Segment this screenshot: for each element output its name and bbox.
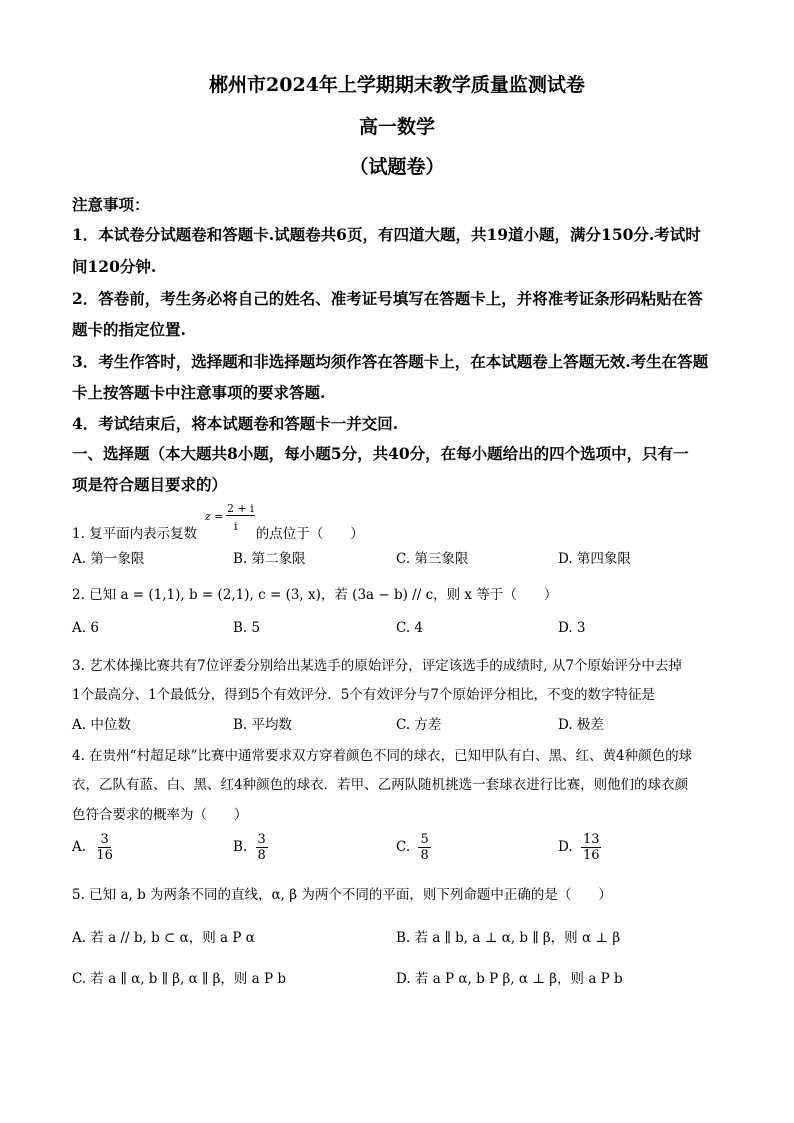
q3-stem-line-1: 3. 艺术体操比赛共有7位评委分别给出某选手的原始评分，评定该选手的成绩时, 从7个原始评分中去掉 (72, 658, 682, 674)
q4-option-c: C. $\frac{5}{8}$ (396, 832, 429, 863)
exam-subject: 高一数学 (358, 116, 435, 138)
q4-option-d-fraction: $\frac{13}{16}$ (582, 832, 600, 863)
q1-z-denominator: i (234, 520, 238, 533)
q2-option-b: B. 5 (233, 620, 261, 636)
section-1-heading-cont: 项是符合题目要求的） (72, 475, 228, 494)
note-2-line-1: 2．答卷前，考生务必将自己的姓名、准考证号填写在答题卡上，并将准考证条形码粘贴在答 (72, 289, 703, 308)
q3-option-d: D. 极差 (558, 717, 604, 733)
q4-option-d: D. $\frac{13}{16}$ (558, 832, 600, 863)
q1-option-b: B. 第二象限 (233, 551, 306, 567)
q1-z-numerator: 2 + i (227, 502, 254, 515)
section-1-heading: 一、选择题（本大题共8小题，每小题5分，共40分，在每小题给出的四个选项中，只有一 (72, 444, 689, 463)
note-1-line-1: 1．本试卷分试题卷和答题卡.试题卷共6页，有四道大题，共19道小题，满分150分.考试时 (72, 225, 701, 244)
q4-stem-line-3: 色符合要求的概率为（ ） (72, 807, 248, 823)
q4-option-b: B. $\frac{3}{8}$ (233, 832, 266, 863)
q5-option-c: C. 若 a ∥ α, b ∥ β, α ∥ β，则 a P b (72, 971, 287, 987)
note-2-line-2: 题卡的指定位置. (72, 320, 186, 339)
q5-option-d: D. 若 a P α, b P β, α ⊥ β，则 a P b (396, 971, 623, 987)
note-1-line-2: 间120分钟. (72, 257, 157, 276)
q1-option-c: C. 第三象限 (396, 551, 469, 567)
q1-stem: 1. 复平面内表示复数 的点位于（ ） (72, 526, 364, 542)
q5-option-a: A. 若 a // b, b ⊂ α，则 a P α (72, 930, 255, 946)
q4-option-a: A. $\frac{3}{16}$ (72, 832, 113, 863)
q5-stem: 5. 已知 a, b 为两条不同的直线，α, β 为两个不同的平面，则下列命题中正确的是（ ） (72, 887, 612, 903)
q3-option-c: C. 方差 (396, 717, 442, 733)
note-3-line-2: 卡上按答题卡中注意事项的要求答题. (72, 383, 326, 402)
q4-stem-line-2: 衣，乙队有蓝、白、黑、红4种颜色的球衣．若甲、乙两队随机挑选一套球衣进行比赛，则他们的球衣颜 (72, 777, 689, 793)
q4-option-b-fraction: $\frac{3}{8}$ (257, 832, 266, 863)
notes-heading: 注意事项： (72, 195, 150, 214)
q4-option-a-fraction: $\frac{3}{16}$ (96, 832, 113, 863)
q2-option-a: A. 6 (72, 620, 99, 636)
q2-option-c: C. 4 (396, 620, 424, 636)
note-4: 4．考试结束后，将本试题卷和答题卡一并交回. (72, 414, 399, 433)
q1-z-label: z = (205, 510, 224, 523)
q1-option-d: D. 第四象限 (558, 551, 631, 567)
q3-option-b: B. 平均数 (233, 717, 293, 733)
q1-option-a: A. 第一象限 (72, 551, 145, 567)
exam-title: 郴州市2024年上学期期末教学质量监测试卷 (209, 74, 585, 96)
q5-option-b: B. 若 a ∥ b, a ⊥ α, b ∥ β，则 α ⊥ β (396, 930, 621, 946)
q4-option-c-fraction: $\frac{5}{8}$ (420, 832, 429, 863)
q3-stem-line-2: 1个最高分、1个最低分，得到5个有效评分．5个有效评分与7个原始评分相比，不变的数字特征是 (72, 687, 655, 703)
q4-stem-line-1: 4. 在贵州“村超足球”比赛中通常要求双方穿着颜色不同的球衣，已知甲队有白、黑、红、黄4种颜色的球 (72, 748, 693, 764)
q3-option-a: A. 中位数 (72, 717, 131, 733)
q2-option-d: D. 3 (558, 620, 586, 636)
q2-stem: 2. 已知 a = (1,1), b = (2,1), c = (3, x)，若 (3a − b) // c，则 x 等于（ ） (72, 587, 558, 603)
note-3-line-1: 3．考生作答时，选择题和非选择题均须作答在答题卡上，在本试题卷上答题无效.考生在答题 (72, 352, 709, 371)
exam-volume: （试题卷） (349, 156, 445, 178)
